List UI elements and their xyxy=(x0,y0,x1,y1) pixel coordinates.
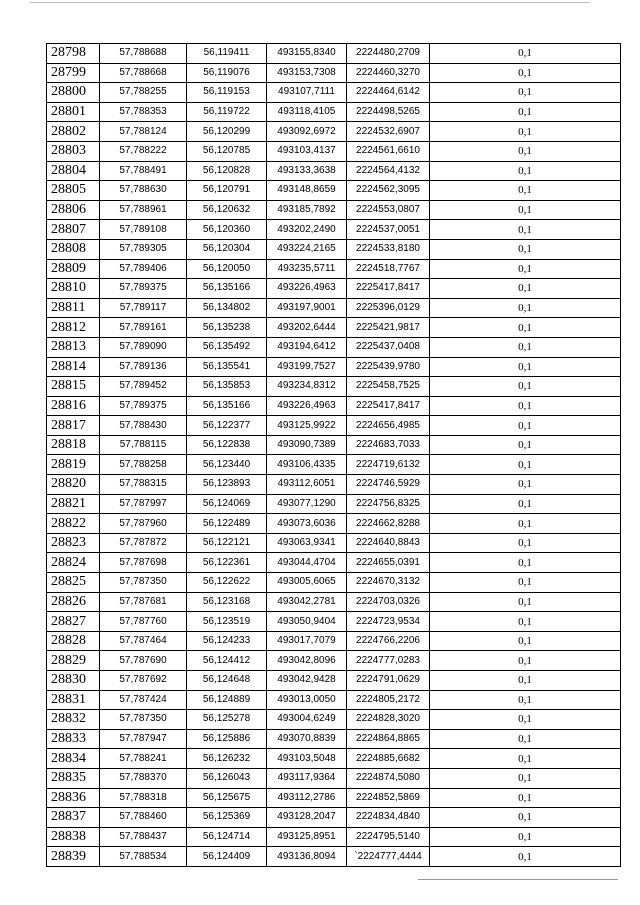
latitude-cell: 57,787681 xyxy=(100,592,187,612)
y-coordinate-cell: 2224518,7767 xyxy=(347,259,430,279)
longitude-cell: 56,124233 xyxy=(187,631,267,651)
table-row xyxy=(47,690,621,710)
y-coordinate-cell: 2225421,9817 xyxy=(347,318,430,338)
value-cell: 0,1 xyxy=(430,396,621,416)
longitude-cell: 56,119411 xyxy=(187,44,267,64)
table-row xyxy=(47,377,621,397)
latitude-cell: 57,787350 xyxy=(100,573,187,593)
point-number-cell: 28803 xyxy=(47,141,100,161)
longitude-cell: 56,120828 xyxy=(187,161,267,181)
value-cell: 0,1 xyxy=(430,83,621,103)
latitude-cell: 57,787947 xyxy=(100,729,187,749)
table-row xyxy=(47,161,621,181)
y-coordinate-cell: 2224562,3095 xyxy=(347,181,430,201)
longitude-cell: 56,135541 xyxy=(187,357,267,377)
latitude-cell: 57,788430 xyxy=(100,416,187,436)
longitude-cell: 56,122622 xyxy=(187,573,267,593)
longitude-cell: 56,122489 xyxy=(187,514,267,534)
x-coordinate-cell: 493136,8094 xyxy=(267,847,347,867)
longitude-cell: 56,119722 xyxy=(187,102,267,122)
x-coordinate-cell: 493103,5048 xyxy=(267,749,347,769)
y-coordinate-cell: 2224553,0807 xyxy=(347,200,430,220)
value-cell: 0,1 xyxy=(430,416,621,436)
point-number-cell: 28813 xyxy=(47,337,100,357)
value-cell: 0,1 xyxy=(430,377,621,397)
y-coordinate-cell: 2224662,8288 xyxy=(347,514,430,534)
latitude-cell: 57,787690 xyxy=(100,651,187,671)
value-cell: 0,1 xyxy=(430,318,621,338)
longitude-cell: 56,120360 xyxy=(187,220,267,240)
value-cell: 0,1 xyxy=(430,337,621,357)
x-coordinate-cell: 493226,4963 xyxy=(267,396,347,416)
point-number-cell: 28806 xyxy=(47,200,100,220)
latitude-cell: 57,788255 xyxy=(100,83,187,103)
x-coordinate-cell: 493224,2165 xyxy=(267,239,347,259)
value-cell: 0,1 xyxy=(430,710,621,730)
longitude-cell: 56,120050 xyxy=(187,259,267,279)
point-number-cell: 28815 xyxy=(47,377,100,397)
x-coordinate-cell: 493112,6051 xyxy=(267,475,347,495)
table-row xyxy=(47,729,621,749)
point-number-cell: 28839 xyxy=(47,847,100,867)
latitude-cell: 57,789406 xyxy=(100,259,187,279)
value-cell: 0,1 xyxy=(430,435,621,455)
point-number-cell: 28798 xyxy=(47,44,100,64)
longitude-cell: 56,122361 xyxy=(187,553,267,573)
value-cell: 0,1 xyxy=(430,357,621,377)
point-number-cell: 28814 xyxy=(47,357,100,377)
latitude-cell: 57,788353 xyxy=(100,102,187,122)
latitude-cell: 57,788961 xyxy=(100,200,187,220)
y-coordinate-cell: 2225417,8417 xyxy=(347,396,430,416)
point-number-cell: 28802 xyxy=(47,122,100,142)
y-coordinate-cell: 2224683,7033 xyxy=(347,435,430,455)
table-row xyxy=(47,357,621,377)
table-row xyxy=(47,671,621,691)
table-row xyxy=(47,514,621,534)
x-coordinate-cell: 493103,4137 xyxy=(267,141,347,161)
point-number-cell: 28826 xyxy=(47,592,100,612)
x-coordinate-cell: 493125,9922 xyxy=(267,416,347,436)
longitude-cell: 56,125886 xyxy=(187,729,267,749)
latitude-cell: 57,789117 xyxy=(100,298,187,318)
latitude-cell: 57,788124 xyxy=(100,122,187,142)
y-coordinate-cell: 2224464,6142 xyxy=(347,83,430,103)
x-coordinate-cell: 493107,7111 xyxy=(267,83,347,103)
y-coordinate-cell: 2224561,6610 xyxy=(347,141,430,161)
latitude-cell: 57,787424 xyxy=(100,690,187,710)
x-coordinate-cell: 493235,5711 xyxy=(267,259,347,279)
latitude-cell: 57,788688 xyxy=(100,44,187,64)
value-cell: 0,1 xyxy=(430,220,621,240)
latitude-cell: 57,788115 xyxy=(100,435,187,455)
point-number-cell: 28820 xyxy=(47,475,100,495)
value-cell: 0,1 xyxy=(430,631,621,651)
x-coordinate-cell: 493013,0050 xyxy=(267,690,347,710)
point-number-cell: 28816 xyxy=(47,396,100,416)
latitude-cell: 57,788315 xyxy=(100,475,187,495)
point-number-cell: 28830 xyxy=(47,671,100,691)
latitude-cell: 57,788534 xyxy=(100,847,187,867)
table-row xyxy=(47,122,621,142)
table-row xyxy=(47,416,621,436)
table-row xyxy=(47,827,621,847)
bottom-edge-line xyxy=(418,879,618,880)
value-cell: 0,1 xyxy=(430,102,621,122)
table-row xyxy=(47,533,621,553)
latitude-cell: 57,789375 xyxy=(100,279,187,299)
value-cell: 0,1 xyxy=(430,63,621,83)
table-row xyxy=(47,63,621,83)
y-coordinate-cell: 2225396,0129 xyxy=(347,298,430,318)
latitude-cell: 57,788318 xyxy=(100,788,187,808)
x-coordinate-cell: 493004,6249 xyxy=(267,710,347,730)
x-coordinate-cell: 493073,6036 xyxy=(267,514,347,534)
longitude-cell: 56,122121 xyxy=(187,533,267,553)
longitude-cell: 56,123168 xyxy=(187,592,267,612)
table-row xyxy=(47,102,621,122)
y-coordinate-cell: 2225439,9780 xyxy=(347,357,430,377)
latitude-cell: 57,789108 xyxy=(100,220,187,240)
y-coordinate-cell: 2224655,0391 xyxy=(347,553,430,573)
value-cell: 0,1 xyxy=(430,690,621,710)
y-coordinate-cell: 2225437,0408 xyxy=(347,337,430,357)
value-cell: 0,1 xyxy=(430,651,621,671)
y-coordinate-cell: 2224777,0283 xyxy=(347,651,430,671)
latitude-cell: 57,788668 xyxy=(100,63,187,83)
y-coordinate-cell: 2224719,6132 xyxy=(347,455,430,475)
table-row xyxy=(47,396,621,416)
table-row xyxy=(47,200,621,220)
latitude-cell: 57,787760 xyxy=(100,612,187,632)
value-cell: 0,1 xyxy=(430,259,621,279)
point-number-cell: 28817 xyxy=(47,416,100,436)
table-row xyxy=(47,808,621,828)
y-coordinate-cell: 2224746,5929 xyxy=(347,475,430,495)
latitude-cell: 57,788460 xyxy=(100,808,187,828)
point-number-cell: 28836 xyxy=(47,788,100,808)
y-coordinate-cell: 2224805,2172 xyxy=(347,690,430,710)
latitude-cell: 57,787698 xyxy=(100,553,187,573)
point-number-cell: 28821 xyxy=(47,494,100,514)
longitude-cell: 56,122377 xyxy=(187,416,267,436)
point-number-cell: 28837 xyxy=(47,808,100,828)
latitude-cell: 57,787692 xyxy=(100,671,187,691)
x-coordinate-cell: 493044,4704 xyxy=(267,553,347,573)
y-coordinate-cell: 2224766,2206 xyxy=(347,631,430,651)
latitude-cell: 57,788370 xyxy=(100,768,187,788)
point-number-cell: 28800 xyxy=(47,83,100,103)
value-cell: 0,1 xyxy=(430,455,621,475)
value-cell: 0,1 xyxy=(430,788,621,808)
value-cell: 0,1 xyxy=(430,141,621,161)
longitude-cell: 56,125369 xyxy=(187,808,267,828)
longitude-cell: 56,120791 xyxy=(187,181,267,201)
x-coordinate-cell: 493005,6065 xyxy=(267,573,347,593)
x-coordinate-cell: 493042,2781 xyxy=(267,592,347,612)
value-cell: 0,1 xyxy=(430,612,621,632)
table-row xyxy=(47,592,621,612)
x-coordinate-cell: 493133,3638 xyxy=(267,161,347,181)
longitude-cell: 56,126043 xyxy=(187,768,267,788)
point-number-cell: 28828 xyxy=(47,631,100,651)
point-number-cell: 28811 xyxy=(47,298,100,318)
latitude-cell: 57,788630 xyxy=(100,181,187,201)
table-row xyxy=(47,44,621,64)
table-row xyxy=(47,553,621,573)
longitude-cell: 56,122838 xyxy=(187,435,267,455)
longitude-cell: 56,135492 xyxy=(187,337,267,357)
y-coordinate-cell: 2224885,6682 xyxy=(347,749,430,769)
latitude-cell: 57,788222 xyxy=(100,141,187,161)
table-row xyxy=(47,631,621,651)
table-row xyxy=(47,259,621,279)
latitude-cell: 57,787960 xyxy=(100,514,187,534)
longitude-cell: 56,135166 xyxy=(187,396,267,416)
x-coordinate-cell: 493106,4335 xyxy=(267,455,347,475)
point-number-cell: 28833 xyxy=(47,729,100,749)
table-row xyxy=(47,298,621,318)
longitude-cell: 56,125278 xyxy=(187,710,267,730)
point-number-cell: 28805 xyxy=(47,181,100,201)
longitude-cell: 56,120785 xyxy=(187,141,267,161)
y-coordinate-cell: 2224537,0051 xyxy=(347,220,430,240)
value-cell: 0,1 xyxy=(430,808,621,828)
longitude-cell: 56,126232 xyxy=(187,749,267,769)
latitude-cell: 57,789305 xyxy=(100,239,187,259)
longitude-cell: 56,119076 xyxy=(187,63,267,83)
y-coordinate-cell: 2224834,4840 xyxy=(347,808,430,828)
x-coordinate-cell: 493194,6412 xyxy=(267,337,347,357)
table-row xyxy=(47,651,621,671)
table-row xyxy=(47,318,621,338)
x-coordinate-cell: 493090,7389 xyxy=(267,435,347,455)
point-number-cell: 28827 xyxy=(47,612,100,632)
longitude-cell: 56,135238 xyxy=(187,318,267,338)
latitude-cell: 57,788258 xyxy=(100,455,187,475)
x-coordinate-cell: 493155,8340 xyxy=(267,44,347,64)
longitude-cell: 56,134802 xyxy=(187,298,267,318)
value-cell: 0,1 xyxy=(430,44,621,64)
latitude-cell: 57,788491 xyxy=(100,161,187,181)
x-coordinate-cell: 493042,8096 xyxy=(267,651,347,671)
y-coordinate-cell: 2224723,9534 xyxy=(347,612,430,632)
longitude-cell: 56,124889 xyxy=(187,690,267,710)
table-row xyxy=(47,494,621,514)
value-cell: 0,1 xyxy=(430,533,621,553)
x-coordinate-cell: 493063,9341 xyxy=(267,533,347,553)
table-row xyxy=(47,279,621,299)
y-coordinate-cell: 2224852,5869 xyxy=(347,788,430,808)
y-coordinate-cell: `2224777,4444 xyxy=(347,847,430,867)
point-number-cell: 28835 xyxy=(47,768,100,788)
table-row xyxy=(47,220,621,240)
latitude-cell: 57,789161 xyxy=(100,318,187,338)
table-row xyxy=(47,141,621,161)
x-coordinate-cell: 493234,8312 xyxy=(267,377,347,397)
latitude-cell: 57,788241 xyxy=(100,749,187,769)
table-row xyxy=(47,749,621,769)
table-row xyxy=(47,239,621,259)
y-coordinate-cell: 2224480,2709 xyxy=(347,44,430,64)
longitude-cell: 56,120632 xyxy=(187,200,267,220)
value-cell: 0,1 xyxy=(430,827,621,847)
point-number-cell: 28825 xyxy=(47,573,100,593)
x-coordinate-cell: 493199,7527 xyxy=(267,357,347,377)
value-cell: 0,1 xyxy=(430,847,621,867)
point-number-cell: 28819 xyxy=(47,455,100,475)
longitude-cell: 56,124412 xyxy=(187,651,267,671)
y-coordinate-cell: 2225458,7525 xyxy=(347,377,430,397)
table-row xyxy=(47,612,621,632)
longitude-cell: 56,123893 xyxy=(187,475,267,495)
y-coordinate-cell: 2224670,3132 xyxy=(347,573,430,593)
value-cell: 0,1 xyxy=(430,279,621,299)
y-coordinate-cell: 2224656,4985 xyxy=(347,416,430,436)
longitude-cell: 56,135166 xyxy=(187,279,267,299)
table-row xyxy=(47,768,621,788)
y-coordinate-cell: 2224498,5265 xyxy=(347,102,430,122)
longitude-cell: 56,124714 xyxy=(187,827,267,847)
y-coordinate-cell: 2224703,0326 xyxy=(347,592,430,612)
value-cell: 0,1 xyxy=(430,200,621,220)
y-coordinate-cell: 2224564,4132 xyxy=(347,161,430,181)
y-coordinate-cell: 2224533,8180 xyxy=(347,239,430,259)
longitude-cell: 56,119153 xyxy=(187,83,267,103)
point-number-cell: 28824 xyxy=(47,553,100,573)
value-cell: 0,1 xyxy=(430,239,621,259)
point-number-cell: 28804 xyxy=(47,161,100,181)
point-number-cell: 28812 xyxy=(47,318,100,338)
point-number-cell: 28832 xyxy=(47,710,100,730)
point-number-cell: 28831 xyxy=(47,690,100,710)
table-row xyxy=(47,337,621,357)
x-coordinate-cell: 493070,8839 xyxy=(267,729,347,749)
table-body xyxy=(47,44,621,867)
point-number-cell: 28801 xyxy=(47,102,100,122)
value-cell: 0,1 xyxy=(430,122,621,142)
point-number-cell: 28810 xyxy=(47,279,100,299)
table-row xyxy=(47,475,621,495)
value-cell: 0,1 xyxy=(430,671,621,691)
latitude-cell: 57,789375 xyxy=(100,396,187,416)
point-number-cell: 28838 xyxy=(47,827,100,847)
point-number-cell: 28807 xyxy=(47,220,100,240)
x-coordinate-cell: 493185,7892 xyxy=(267,200,347,220)
longitude-cell: 56,120304 xyxy=(187,239,267,259)
value-cell: 0,1 xyxy=(430,475,621,495)
longitude-cell: 56,123519 xyxy=(187,612,267,632)
y-coordinate-cell: 2224791,0629 xyxy=(347,671,430,691)
value-cell: 0,1 xyxy=(430,298,621,318)
x-coordinate-cell: 493017,7079 xyxy=(267,631,347,651)
x-coordinate-cell: 493117,9364 xyxy=(267,768,347,788)
x-coordinate-cell: 493125,8951 xyxy=(267,827,347,847)
y-coordinate-cell: 2224460,3270 xyxy=(347,63,430,83)
x-coordinate-cell: 493092,6972 xyxy=(267,122,347,142)
x-coordinate-cell: 493226,4963 xyxy=(267,279,347,299)
y-coordinate-cell: 2225417,8417 xyxy=(347,279,430,299)
longitude-cell: 56,123440 xyxy=(187,455,267,475)
latitude-cell: 57,789136 xyxy=(100,357,187,377)
x-coordinate-cell: 493118,4105 xyxy=(267,102,347,122)
value-cell: 0,1 xyxy=(430,768,621,788)
coordinates-table xyxy=(46,43,621,867)
y-coordinate-cell: 2224640,8843 xyxy=(347,533,430,553)
x-coordinate-cell: 493128,2047 xyxy=(267,808,347,828)
x-coordinate-cell: 493202,6444 xyxy=(267,318,347,338)
value-cell: 0,1 xyxy=(430,573,621,593)
x-coordinate-cell: 493050,9404 xyxy=(267,612,347,632)
value-cell: 0,1 xyxy=(430,749,621,769)
x-coordinate-cell: 493112,2786 xyxy=(267,788,347,808)
point-number-cell: 28799 xyxy=(47,63,100,83)
point-number-cell: 28823 xyxy=(47,533,100,553)
y-coordinate-cell: 2224864,8865 xyxy=(347,729,430,749)
y-coordinate-cell: 2224874,5080 xyxy=(347,768,430,788)
value-cell: 0,1 xyxy=(430,553,621,573)
table-row xyxy=(47,847,621,867)
top-edge-line xyxy=(30,2,590,3)
x-coordinate-cell: 493202,2490 xyxy=(267,220,347,240)
latitude-cell: 57,787350 xyxy=(100,710,187,730)
table-row xyxy=(47,710,621,730)
table-row xyxy=(47,788,621,808)
point-number-cell: 28809 xyxy=(47,259,100,279)
value-cell: 0,1 xyxy=(430,494,621,514)
table-row xyxy=(47,83,621,103)
x-coordinate-cell: 493042,9428 xyxy=(267,671,347,691)
x-coordinate-cell: 493077,1290 xyxy=(267,494,347,514)
point-number-cell: 28822 xyxy=(47,514,100,534)
x-coordinate-cell: 493148,8659 xyxy=(267,181,347,201)
y-coordinate-cell: 2224532,6907 xyxy=(347,122,430,142)
x-coordinate-cell: 493197,9001 xyxy=(267,298,347,318)
latitude-cell: 57,789452 xyxy=(100,377,187,397)
latitude-cell: 57,788437 xyxy=(100,827,187,847)
longitude-cell: 56,124069 xyxy=(187,494,267,514)
table-row xyxy=(47,181,621,201)
latitude-cell: 57,787464 xyxy=(100,631,187,651)
value-cell: 0,1 xyxy=(430,181,621,201)
table-row xyxy=(47,455,621,475)
value-cell: 0,1 xyxy=(430,161,621,181)
value-cell: 0,1 xyxy=(430,592,621,612)
longitude-cell: 56,124648 xyxy=(187,671,267,691)
longitude-cell: 56,124409 xyxy=(187,847,267,867)
value-cell: 0,1 xyxy=(430,514,621,534)
x-coordinate-cell: 493153,7308 xyxy=(267,63,347,83)
point-number-cell: 28818 xyxy=(47,435,100,455)
latitude-cell: 57,787872 xyxy=(100,533,187,553)
y-coordinate-cell: 2224795,5140 xyxy=(347,827,430,847)
y-coordinate-cell: 2224756,8325 xyxy=(347,494,430,514)
longitude-cell: 56,120299 xyxy=(187,122,267,142)
point-number-cell: 28808 xyxy=(47,239,100,259)
longitude-cell: 56,135853 xyxy=(187,377,267,397)
table-row xyxy=(47,435,621,455)
longitude-cell: 56,125675 xyxy=(187,788,267,808)
y-coordinate-cell: 2224828,3020 xyxy=(347,710,430,730)
latitude-cell: 57,789090 xyxy=(100,337,187,357)
latitude-cell: 57,787997 xyxy=(100,494,187,514)
point-number-cell: 28834 xyxy=(47,749,100,769)
point-number-cell: 28829 xyxy=(47,651,100,671)
value-cell: 0,1 xyxy=(430,729,621,749)
table-row xyxy=(47,573,621,593)
